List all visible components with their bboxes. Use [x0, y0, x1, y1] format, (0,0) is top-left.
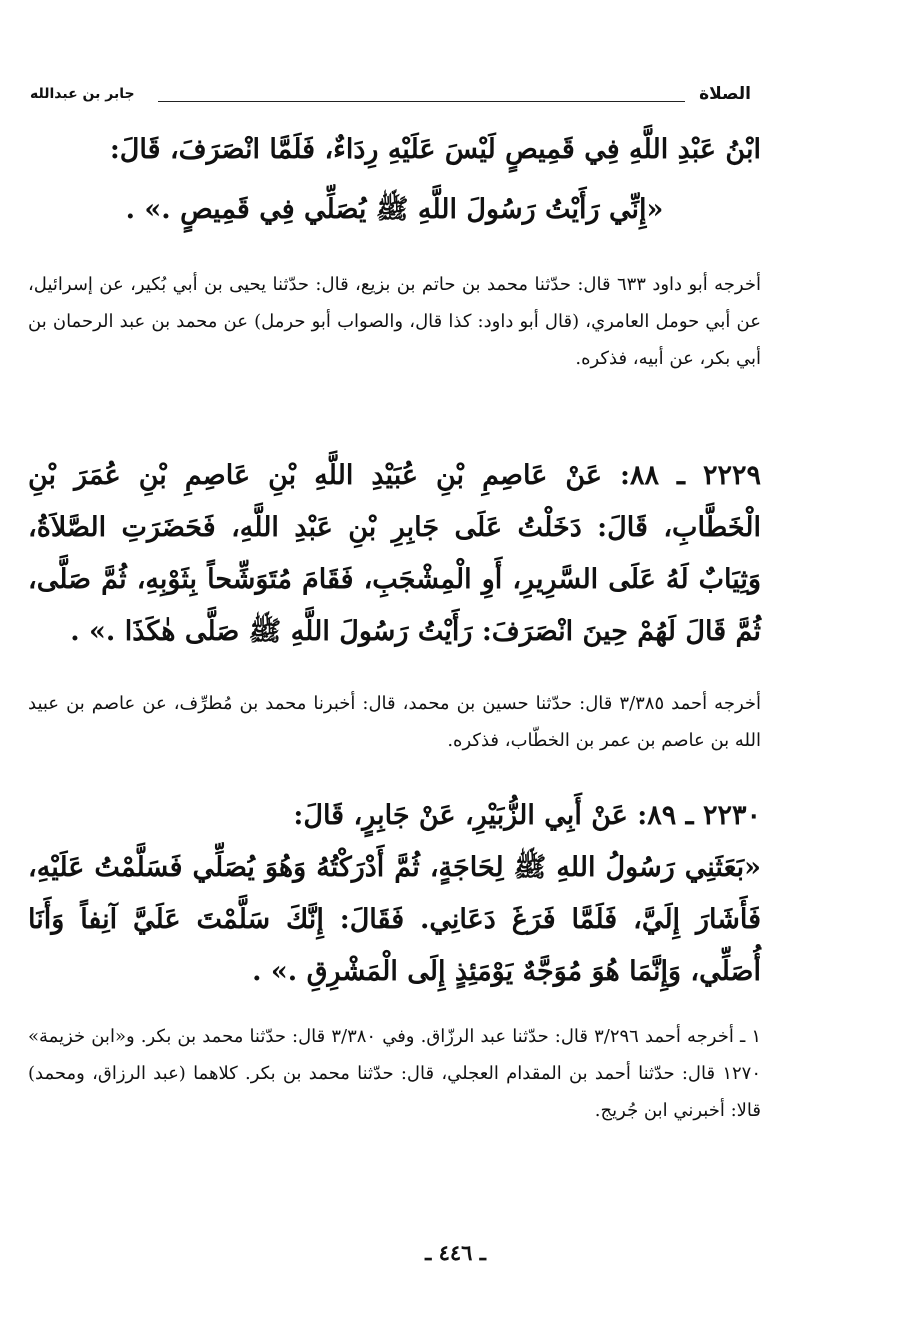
chapter-title: الصلاة	[699, 84, 751, 104]
hadith-2230-intro: ٢٢٣٠ ـ ٨٩: عَنْ أَبِي الزُّبَيْرِ، عَنْ جَابِرٍ، قَالَ:	[293, 800, 761, 831]
hadith-2229: ٢٢٢٩ ـ ٨٨: عَنْ عَاصِمِ بْنِ عُبَيْدِ اللَّهِ بْنِ عَاصِمِ بْنِ عُمَرَ بْنِ الْخَطَّابِ، قَالَ: دَخَلْتُ عَلَى جَابِرِ بْنِ عَبْدِ اللَّهِ، فَحَضَرَتِ الصَّلاَةُ، وَثِيَابٌ لَهُ عَلَى السَّرِيرِ، أَوِ الْمِشْجَبِ، فَقَامَ مُتَوَشِّحاً بِثَوْبِهِ، ثُمَّ صَلَّى، ثُمَّ قَالَ لَهُمْ حِينَ انْصَرَفَ: رَأَيْتُ رَسُولَ اللَّهِ ﷺ صَلَّى هٰكَذَا .» .	[28, 460, 761, 647]
hadith-continuation-line: ابْنُ عَبْدِ اللَّهِ فِي قَمِيصٍ لَيْسَ عَلَيْهِ رِدَاءٌ، فَلَمَّا انْصَرَفَ، قَالَ:	[109, 134, 761, 165]
header-rule	[158, 101, 685, 102]
narrator-title: جابر بن عبدالله	[30, 86, 135, 102]
takhrij-paragraph-1: أخرجه أبو داود ٦٣٣ قال: حدّثنا محمد بن حاتم بن بزيع، قال: حدّثنا يحيى بن أبي بُكير، عن إسرائيل، عن أبي حومل العامري، (قال أبو داود: كذا قال، والصواب أبو حرمل) عن محمد بن عبد الرحمان بن أبي بكر، عن أبيه، فذكره.	[28, 274, 761, 369]
hadith-2230-text: «بَعَثَنِي رَسُولُ اللهِ ﷺ لِحَاجَةٍ، ثُمَّ أَدْرَكْتُهُ وَهُوَ يُصَلِّي فَسَلَّمْتُ عَلَيْهِ، فَأَشَارَ إِلَيَّ، فَلَمَّا فَرَغَ دَعَانِي. فَقَالَ: إِنَّكَ سَلَّمْتَ عَلَيَّ آنِفاً وَأَنَا أُصَلِّي، وَإِنَّمَا هُوَ مُوَجَّهٌ يَوْمَئِذٍ إِلَى الْمَشْرِقِ .» .	[28, 852, 761, 987]
running-header	[30, 84, 751, 110]
page-number: ـ ٤٤٦ ـ	[425, 1240, 486, 1265]
hadith-quote: «إِنِّي رَأَيْتُ رَسُولَ اللَّهِ ﷺ يُصَلِّي فِي قَمِيصٍ .» .	[125, 194, 664, 225]
takhrij-paragraph-2: أخرجه أحمد ٣/٣٨٥ قال: حدّثنا حسين بن محمد، قال: أخبرنا محمد بن مُطرِّف، عن عاصم بن عبيد الله بن عاصم بن عمر بن الخطّاب، فذكره.	[28, 693, 761, 751]
takhrij-paragraph-3: ١ ـ أخرجه أحمد ٣/٢٩٦ قال: حدّثنا عبد الرزّاق. وفي ٣/٣٨٠ قال: حدّثنا محمد بن بكر. و«ابن خزيمة» ١٢٧٠ قال: حدّثنا أحمد بن المقدام العجلي، قال: حدّثنا محمد بن بكر. كلاهما (عبد الرزاق، ومحمد) قالا: أخبرني ابن جُريج.	[28, 1026, 761, 1121]
